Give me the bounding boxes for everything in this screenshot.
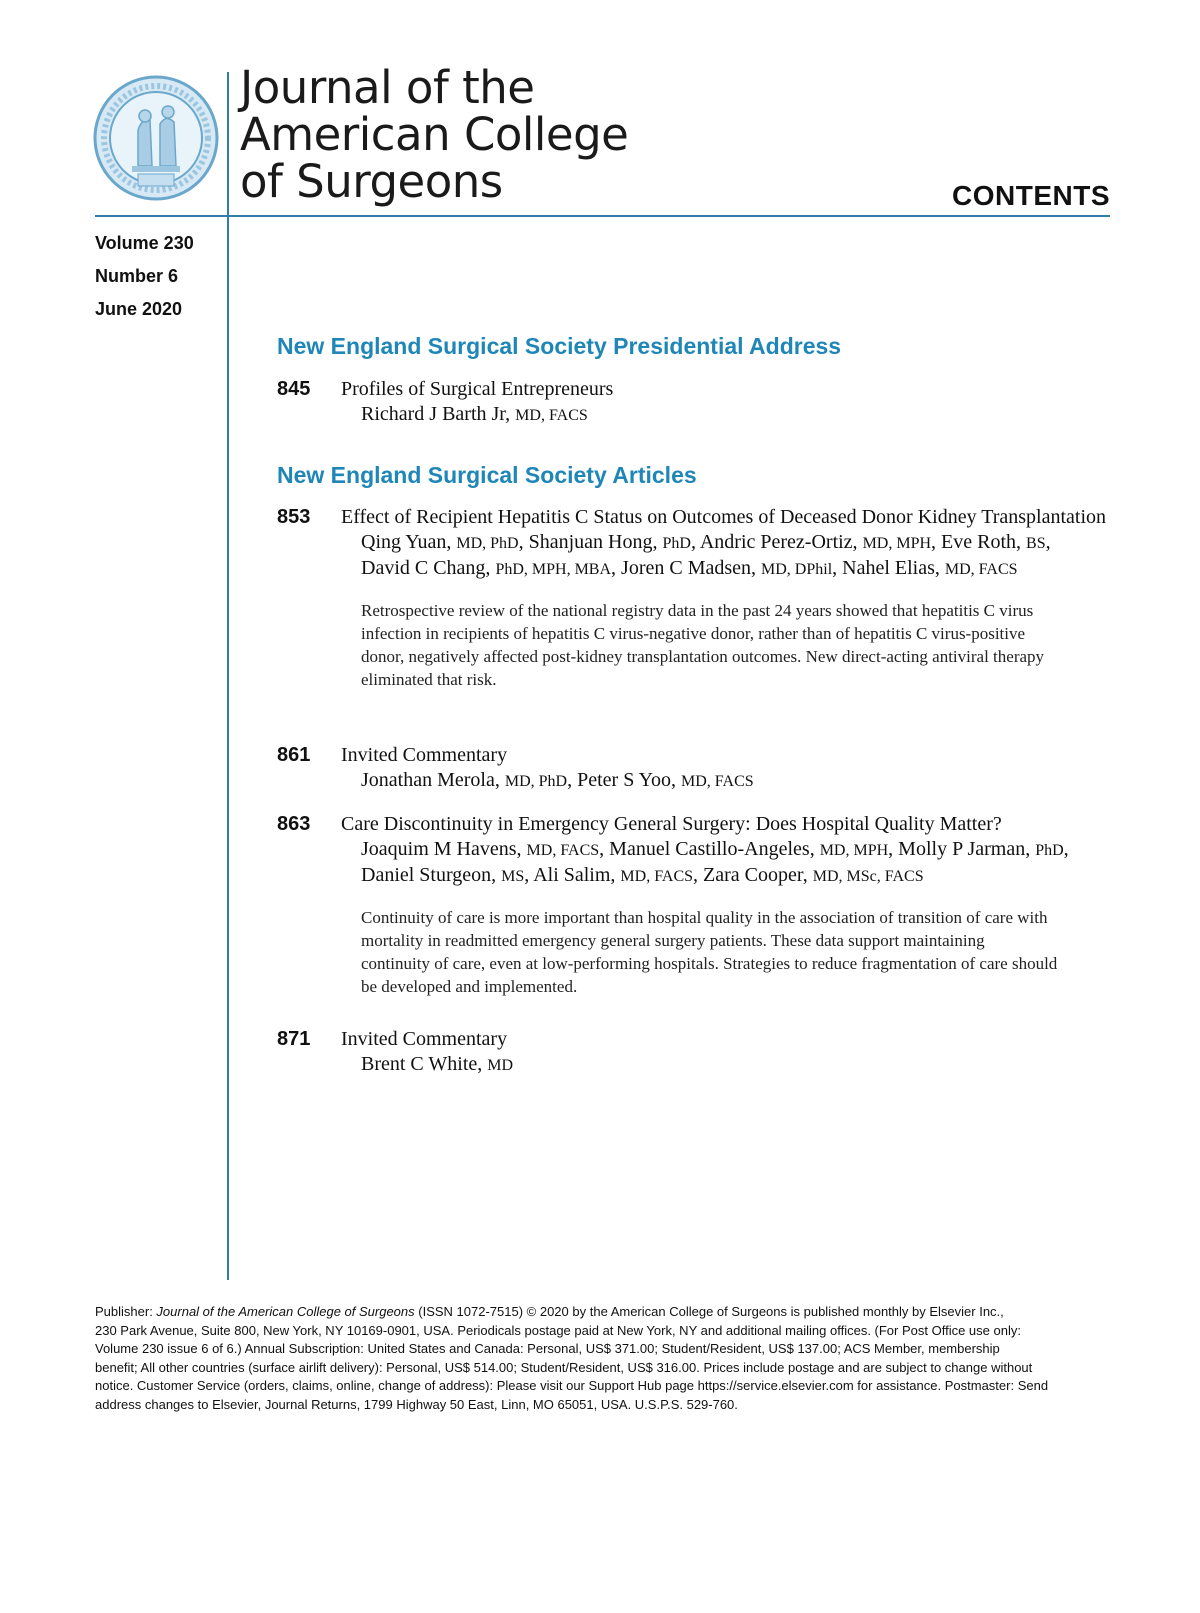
author-degree: PhD, MPH, MBA xyxy=(495,561,612,578)
author-name: Jonathan Merola, xyxy=(361,769,505,791)
author-degree: MD, FACS xyxy=(620,868,694,885)
author-name: , Zara Cooper, xyxy=(693,864,813,886)
author-line xyxy=(361,402,1112,428)
author-line xyxy=(361,768,1112,794)
author-degree: MD, FACS xyxy=(681,773,754,790)
author-name: Richard J Barth Jr, xyxy=(361,403,516,425)
issue-date: June 2020 xyxy=(95,299,183,319)
journal-title-line: Journal of the xyxy=(240,61,535,114)
publisher-line: (ISSN 1072-7515) © 2020 by the American College of Surgeons is published monthly by Elsevier Inc., xyxy=(414,1304,1004,1319)
article-summary xyxy=(361,599,1112,691)
author-degree: MD, DPhil xyxy=(761,561,833,578)
article-title[interactable]: Invited Commentary xyxy=(341,744,508,766)
article-title[interactable]: Effect of Recipient Hepatitis C Status on Outcomes of Deceased Donor Kidney Transplantation xyxy=(341,506,1107,528)
author-name: , Shanjuan Hong, xyxy=(518,531,663,553)
author-name: David C Chang, xyxy=(361,557,496,579)
author-name: Daniel Sturgeon, xyxy=(361,864,502,886)
toc-entry[interactable] xyxy=(277,812,1112,998)
toc-entry[interactable] xyxy=(277,505,1112,691)
author-name: Qing Yuan, xyxy=(361,531,457,553)
journal-title-line: American College xyxy=(240,108,629,161)
toc-entry[interactable] xyxy=(277,743,1112,794)
page-number: 863 xyxy=(277,813,311,835)
vertical-divider xyxy=(227,72,229,1280)
summary-line: mortality in readmitted emergency general surgery patients. These data support maintaining xyxy=(361,931,985,950)
summary-line: be developed and implemented. xyxy=(361,977,578,996)
author-degree: MD, MPH xyxy=(819,842,889,859)
author-degree: MS xyxy=(501,868,525,885)
section-heading: New England Surgical Society Articles xyxy=(277,462,697,488)
author-list xyxy=(361,402,1112,428)
author-degree: MD, FACS xyxy=(526,842,600,859)
author-line xyxy=(361,530,1112,556)
author-list xyxy=(361,837,1112,889)
author-line xyxy=(361,863,1112,889)
article-title[interactable]: Care Discontinuity in Emergency General Surgery: Does Hospital Quality Matter? xyxy=(341,813,1002,835)
summary-line: infection in recipients of hepatitis C virus-negative donor, rather than of hepatitis C virus-positive xyxy=(361,624,1026,643)
author-name: , Andric Perez-Ortiz, xyxy=(690,531,863,553)
summary-line: Retrospective review of the national registry data in the past 24 years showed that hepatitis C virus xyxy=(361,601,1034,620)
page-number: 845 xyxy=(277,378,311,400)
author-degree: MD xyxy=(487,1057,514,1074)
author-degree: MD, FACS xyxy=(944,561,1018,578)
publisher-line: 230 Park Avenue, Suite 800, New York, NY 10169-0901, USA. Periodicals postage paid at New York, NY and additional mailing offices. (For Post Office use only: xyxy=(95,1322,1021,1338)
author-line xyxy=(361,556,1112,582)
summary-line: Continuity of care is more important than hospital quality in the association of transition of care with xyxy=(361,908,1048,927)
author-degree: MD, MPH xyxy=(862,535,932,552)
publisher-label: Publisher: xyxy=(95,1304,157,1319)
author-name: , Ali Salim, xyxy=(524,864,621,886)
author-degree: MD, PhD xyxy=(504,773,568,790)
section-heading: New England Surgical Society Presidential Address xyxy=(277,333,842,359)
author-name: , Nahel Elias, xyxy=(832,557,945,579)
author-name: , Peter S Yoo, xyxy=(567,769,682,791)
author-degree: PhD xyxy=(662,535,691,552)
issue-volume: Volume 230 xyxy=(95,233,194,253)
publisher-line: Volume 230 issue 6 of 6.) Annual Subscription: United States and Canada: Personal, US$ 371.00; Student/Resident, US$ 137.00; ACS Member, membership xyxy=(95,1341,1000,1357)
author-degree: MD, PhD xyxy=(456,535,519,552)
author-name: , xyxy=(1045,531,1051,553)
author-list xyxy=(361,530,1112,582)
journal-title-line: of Surgeons xyxy=(240,155,503,208)
journal-title xyxy=(240,61,629,208)
publisher-line: benefit; All other countries (surface airlift delivery): Personal, US$ 514.00; Student/Resident, US$ 316.00. Prices include postage and are subject to change without xyxy=(95,1359,1033,1375)
author-degree: PhD xyxy=(1035,842,1064,859)
author-line xyxy=(361,1052,1112,1078)
author-name: , xyxy=(1063,838,1069,860)
page-number: 871 xyxy=(277,1028,311,1050)
summary-line: donor, negatively affected post-kidney transplantation outcomes. New direct-acting antiviral therapy xyxy=(361,647,1045,666)
author-name: Joaquim M Havens, xyxy=(361,838,527,860)
header-divider xyxy=(95,215,1110,217)
author-line xyxy=(361,837,1112,863)
article-summary xyxy=(361,906,1112,998)
publisher-line: notice. Customer Service (orders, claims, online, change of address): Please visit our Support Hub page https://service.elsevier.com for assistance. Postmaster: Send xyxy=(95,1378,1049,1394)
toc-entry[interactable] xyxy=(277,377,1112,428)
contents-heading: CONTENTS xyxy=(952,180,1110,211)
author-list xyxy=(361,1052,1112,1078)
author-list xyxy=(361,768,1112,794)
author-name: , Molly P Jarman, xyxy=(888,838,1036,860)
author-degree: MD, MSc, FACS xyxy=(812,868,924,885)
author-name: , Eve Roth, xyxy=(931,531,1027,553)
summary-line: continuity of care, even at low-performing hospitals. Strategies to reduce fragmentation of care should xyxy=(361,954,1058,973)
college-seal-icon xyxy=(92,74,220,202)
publisher-note xyxy=(95,1303,1110,1415)
publisher-line: address changes to Elsevier, Journal Returns, 1799 Highway 50 East, Linn, MO 65051, USA. U.S.P.S. 529-760. xyxy=(95,1396,738,1412)
issue-number: Number 6 xyxy=(95,266,179,286)
page-number: 853 xyxy=(277,506,311,528)
article-title[interactable]: Profiles of Surgical Entrepreneurs xyxy=(341,378,614,400)
author-name: , Joren C Madsen, xyxy=(611,557,762,579)
summary-line: eliminated that risk. xyxy=(361,670,497,689)
toc-entry[interactable] xyxy=(277,1027,1112,1078)
author-degree: BS xyxy=(1026,535,1046,552)
author-name: , Manuel Castillo-Angeles, xyxy=(599,838,820,860)
page-number: 861 xyxy=(277,744,311,766)
publisher-journal-name: Journal of the American College of Surgeons xyxy=(156,1304,415,1319)
author-name: Brent C White, xyxy=(361,1053,488,1075)
article-title[interactable]: Invited Commentary xyxy=(341,1028,508,1050)
author-degree: MD, FACS xyxy=(515,407,588,424)
